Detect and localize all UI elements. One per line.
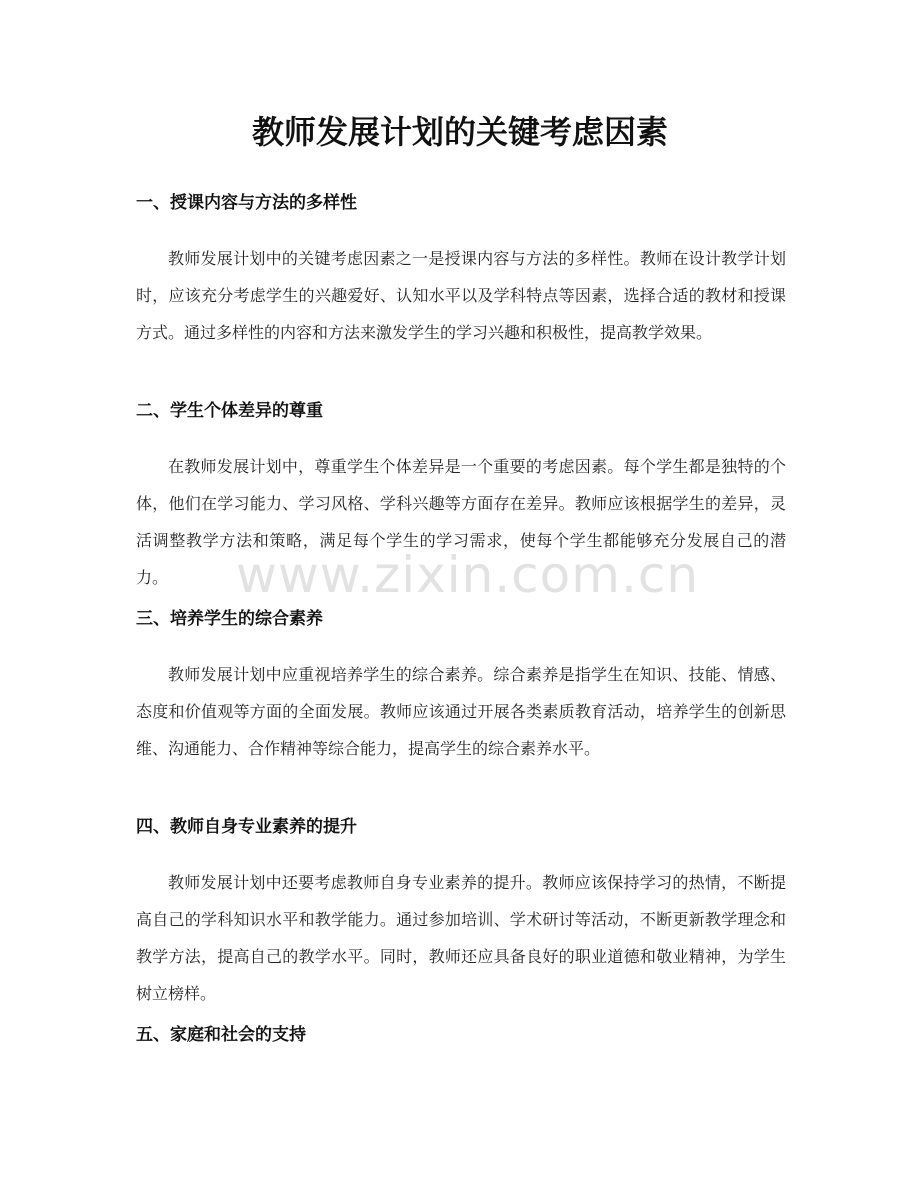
section-heading: 二、学生个体差异的尊重 (136, 401, 323, 421)
section-heading: 三、培养学生的综合素养 (136, 609, 323, 629)
section-heading: 四、教师自身专业素养的提升 (136, 817, 357, 837)
section-paragraph: 教师发展计划中的关键考虑因素之一是授课内容与方法的多样性。教师在设计教学计划时，应该充分考虑学生的兴趣爱好、认知水平以及学科特点等因素，选择合适的教材和授课方式。通过多样性的内容和方法来激发学生的学习兴趣和积极性，提高教学效果。 (136, 249, 786, 342)
section-paragraph: 教师发展计划中还要考虑教师自身专业素养的提升。教师应该保持学习的热情，不断提高自己的学科知识水平和教学能力。通过参加培训、学术研讨等活动，不断更新教学理念和教学方法，提高自己的教学水平。同时，教师还应具备良好的职业道德和敬业精神，为学生树立榜样。 (136, 873, 786, 1003)
section-heading: 五、家庭和社会的支持 (136, 1025, 306, 1045)
section-2 (136, 398, 786, 596)
watermark: www.zixin.com.cn (236, 546, 700, 604)
section-4 (136, 814, 786, 1012)
section-1 (136, 190, 786, 351)
section-paragraph: 教师发展计划中应重视培养学生的综合素养。综合素养是指学生在知识、技能、情感、态度和价值观等方面的全面发展。教师应该通过开展各类素质教育活动，培养学生的创新思维、沟通能力、合作精神等综合能力，提高学生的综合素养水平。 (136, 665, 786, 758)
section-paragraph: 在教师发展计划中，尊重学生个体差异是一个重要的考虑因素。每个学生都是独特的个体，他们在学习能力、学习风格、学科兴趣等方面存在差异。教师应该根据学生的差异，灵活调整教学方法和策略，满足每个学生的学习需求，使每个学生都能够充分发展自己的潜力。 (136, 457, 786, 587)
section-heading: 一、授课内容与方法的多样性 (136, 193, 357, 213)
section-5 (136, 1022, 786, 1048)
section-3 (136, 606, 786, 767)
document-title: 教师发展计划的关键考虑因素 (251, 113, 668, 151)
